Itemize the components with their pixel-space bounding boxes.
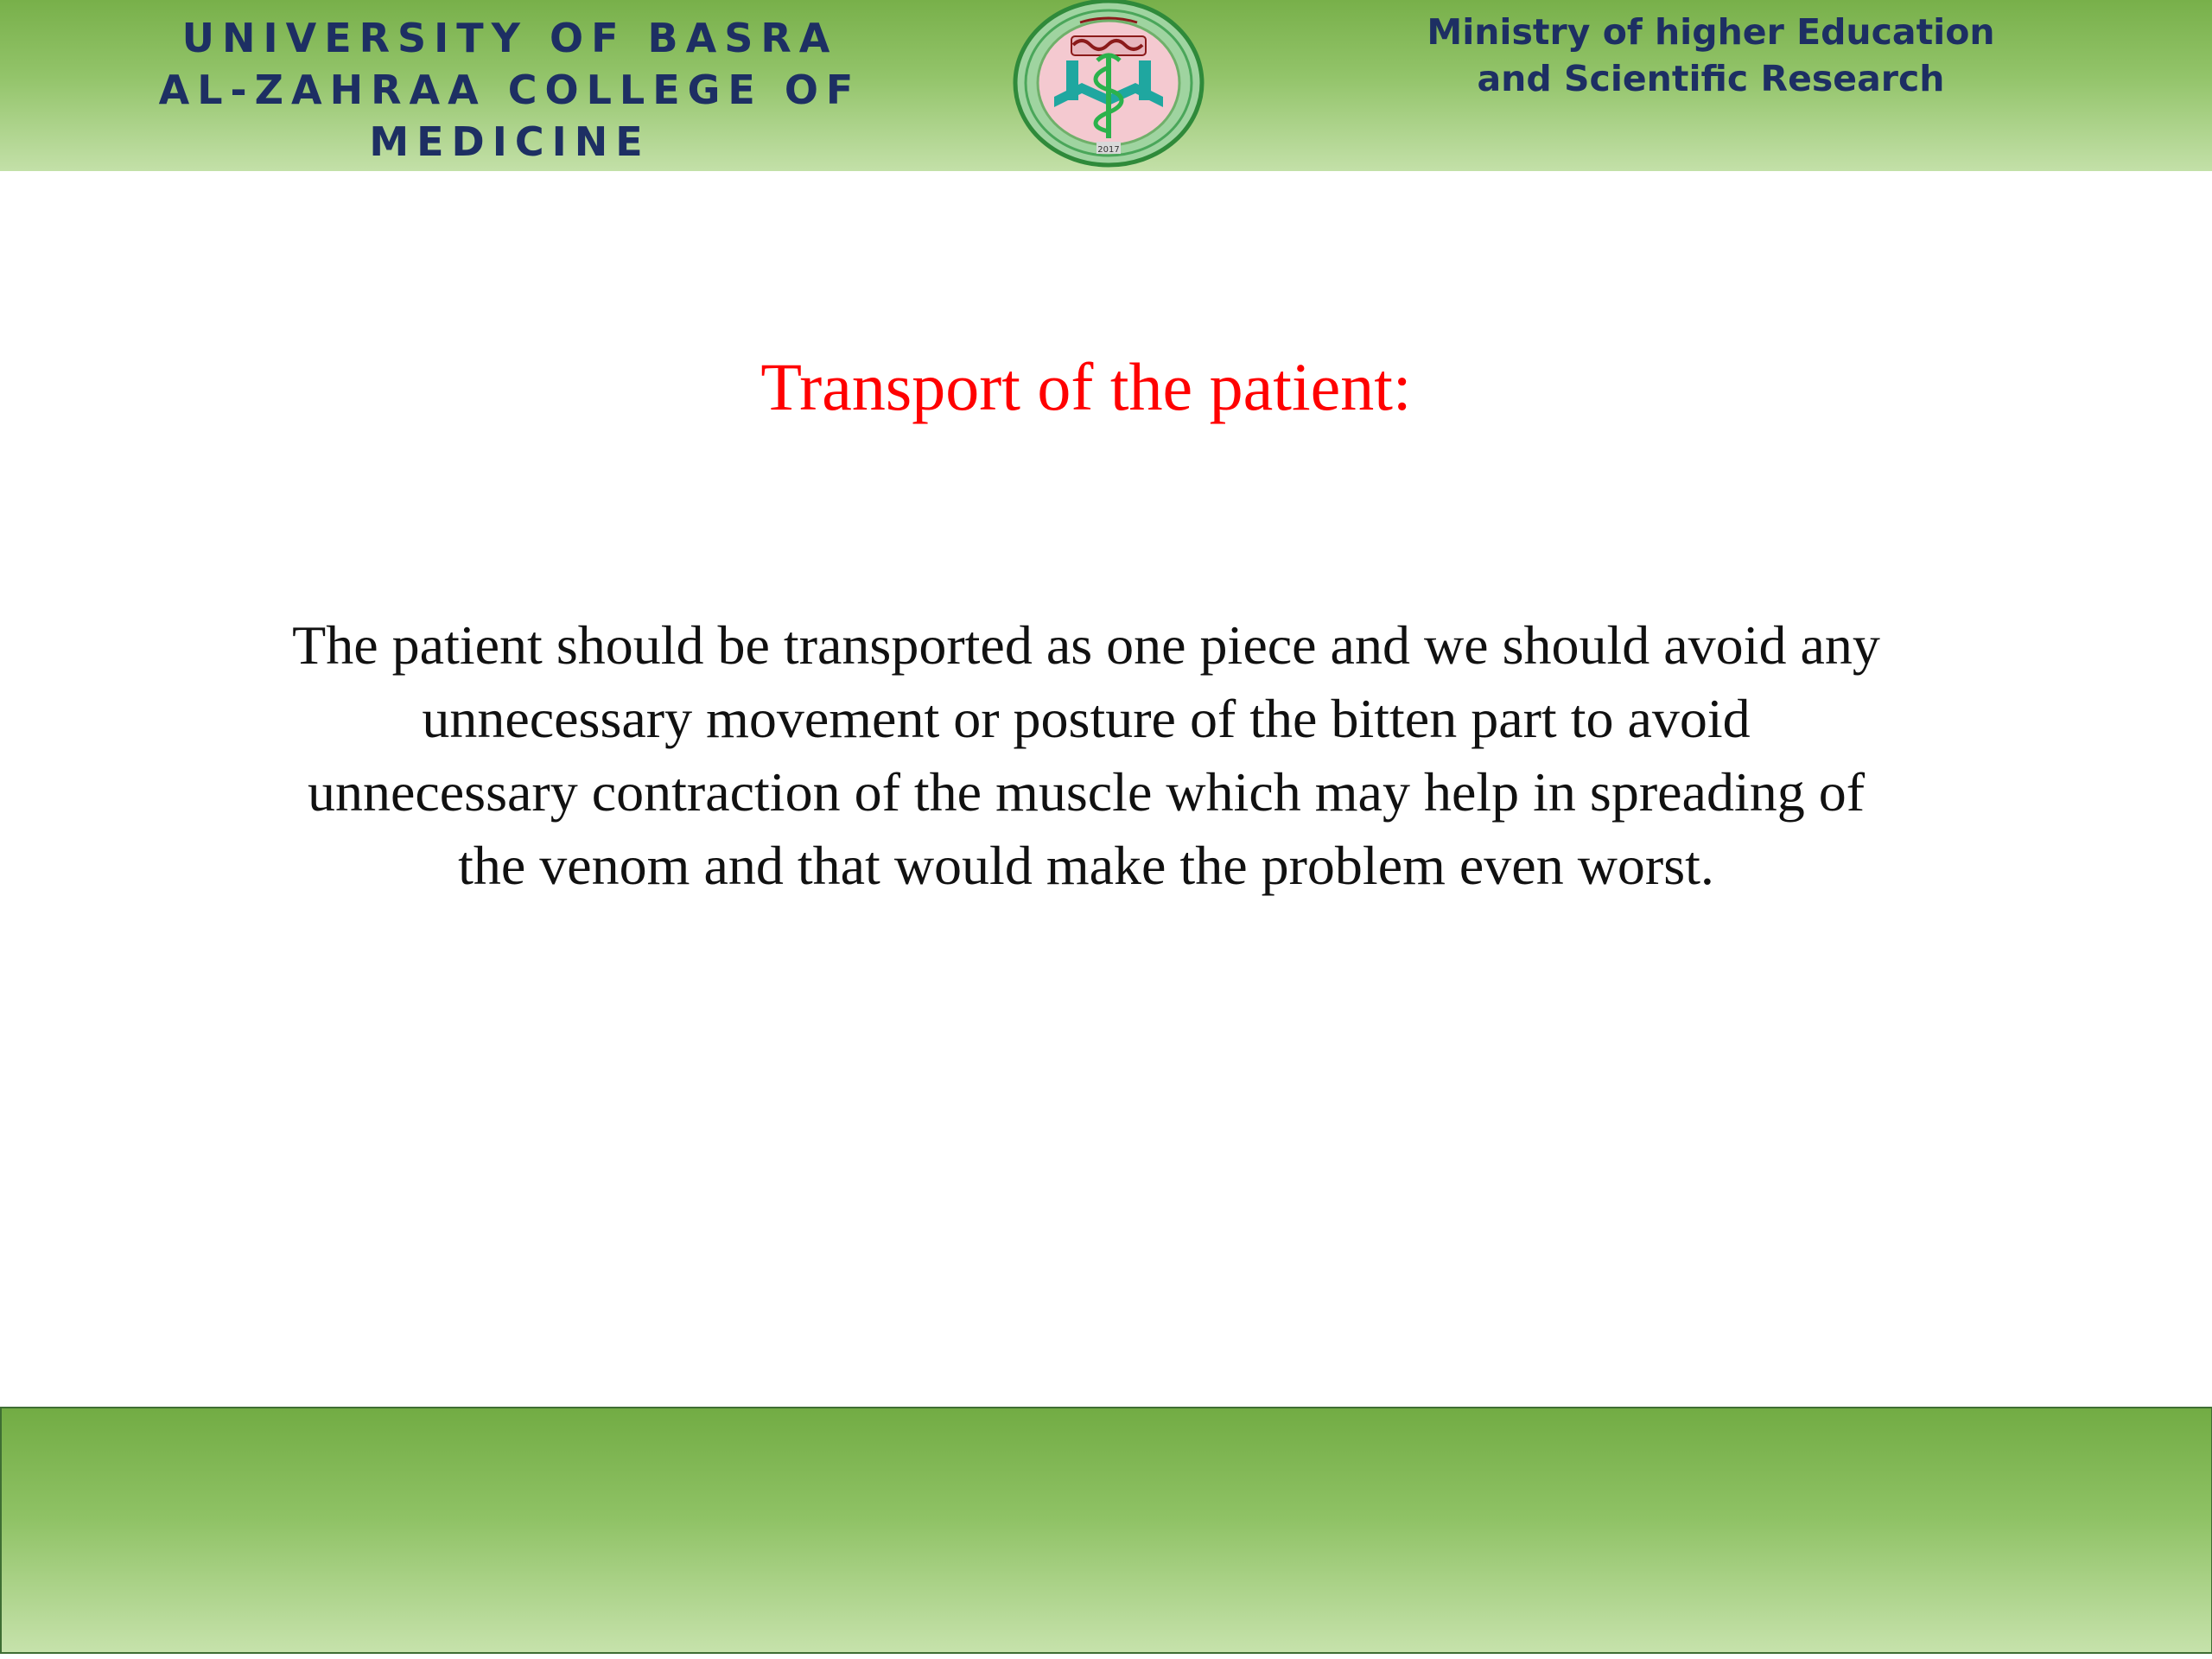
footer-banner (0, 1407, 2212, 1654)
ministry-line-1: Ministry of higher Education (1427, 11, 1995, 53)
header-banner (0, 0, 2212, 171)
college-name: AL-ZAHRAA COLLEGE OF MEDICINE (158, 67, 861, 165)
college-seal-icon (1013, 0, 1205, 169)
slide-body-text: The patient should be transported as one piece and we should avoid any unnecessary movement or posture of the bitten part to avoid unnecessary contraction of the muscle which may help in spreading of the venom and that would make the problem even worst. (292, 614, 1880, 896)
slide-title: Transport of the patient: (760, 349, 1412, 424)
ministry-title (1400, 9, 2022, 102)
university-name: UNIVERSITY OF BASRA (181, 15, 838, 61)
ministry-line-2: and Scientific Research (1477, 58, 1945, 99)
university-title (17, 12, 1002, 168)
seal-year: 2017 (1097, 145, 1120, 155)
